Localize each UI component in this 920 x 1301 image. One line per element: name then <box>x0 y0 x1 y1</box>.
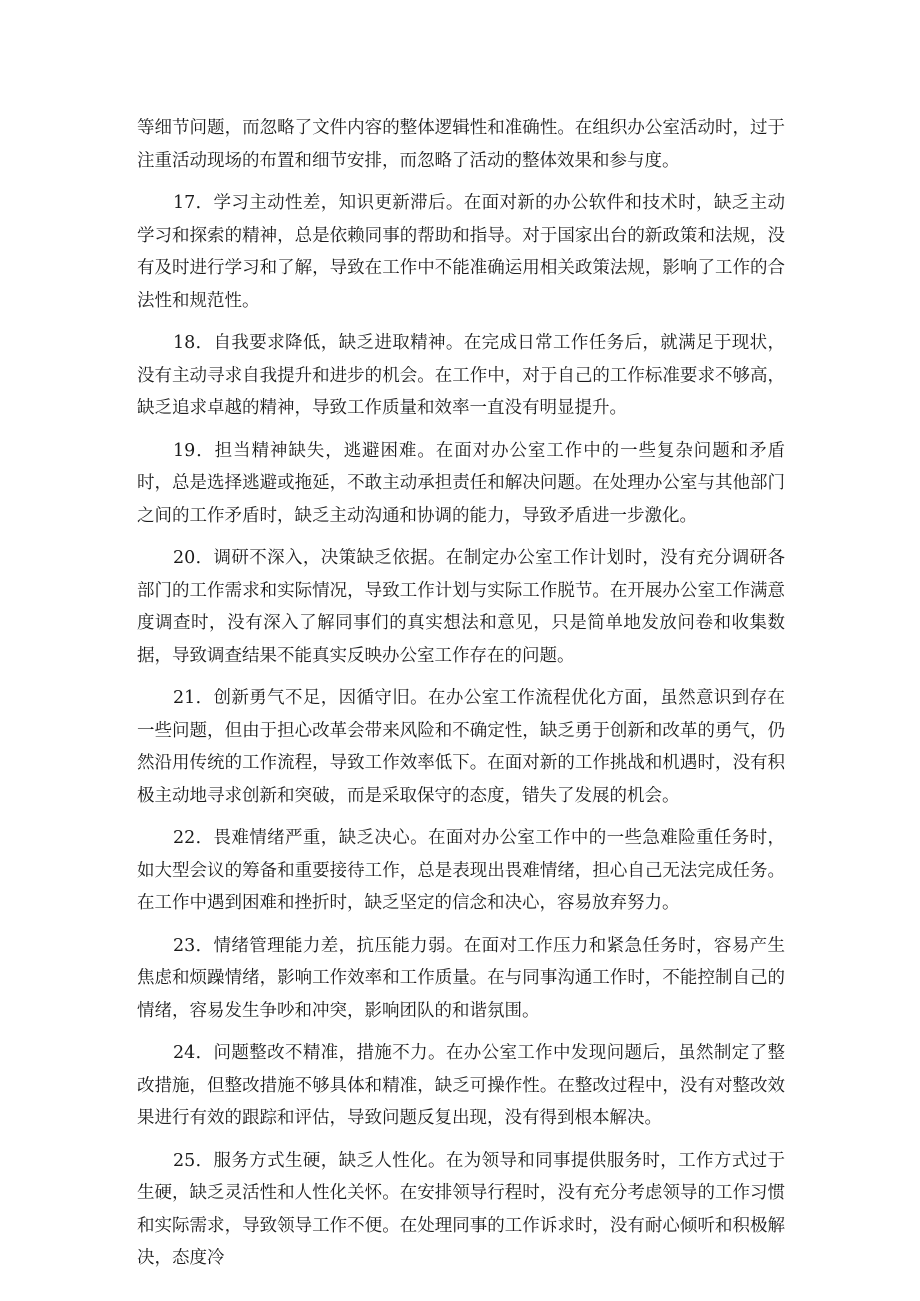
paragraph-item-22: 22．畏难情绪严重，缺乏决心。在面对办公室工作中的一些急难险重任务时，如大型会议的筹备和重要接待工作，总是表现出畏难情绪，担心自己无法完成任务。在工作中遇到困难和挫折时，缺乏坚定的信念和决心，容易放弃努力。 <box>137 828 785 913</box>
paragraph-item-17: 17．学习主动性差，知识更新滞后。在面对新的办公软件和技术时，缺乏主动学习和探索的精神，总是依赖同事的帮助和指导。对于国家出台的新政策和法规，没有及时进行学习和了解，导致在工作中不能准确运用相关政策法规，影响了工作的合法性和规范性。 <box>137 193 785 311</box>
paragraph-item-24: 24．问题整改不精准，措施不力。在办公室工作中发现问题后，虽然制定了整改措施，但整改措施不够具体和精准，缺乏可操作性。在整改过程中，没有对整改效果进行有效的跟踪和评估，导致问题反复出现，没有得到根本解决。 <box>137 1043 785 1128</box>
paragraph-item-18: 18．自我要求降低，缺乏进取精神。在完成日常工作任务后，就满足于现状，没有主动寻求自我提升和进步的机会。在工作中，对于自己的工作标准要求不够高，缺乏追求卓越的精神，导致工作质量和效率一直没有明显提升。 <box>137 333 785 418</box>
paragraph-item-21: 21．创新勇气不足，因循守旧。在办公室工作流程优化方面，虽然意识到存在一些问题，但由于担心改革会带来风险和不确定性，缺乏勇于创新和改革的勇气，仍然沿用传统的工作流程，导致工作效率低下。在面对新的工作挑战和机遇时，没有积极主动地寻求创新和突破，而是采取保守的态度，错失了发展的机会。 <box>137 688 785 806</box>
paragraph-item-20: 20．调研不深入，决策缺乏依据。在制定办公室工作计划时，没有充分调研各部门的工作需求和实际情况，导致工作计划与实际工作脱节。在开展办公室工作满意度调查时，没有深入了解同事们的真实想法和意见，只是简单地发放问卷和收集数据，导致调查结果不能真实反映办公室工作存在的问题。 <box>137 548 785 666</box>
paragraph-item-25: 25．服务方式生硬，缺乏人性化。在为领导和同事提供服务时，工作方式过于生硬，缺乏灵活性和人性化关怀。在安排领导行程时，没有充分考虑领导的工作习惯和实际需求，导致领导工作不便。在处理同事的工作诉求时，没有耐心倾听和积极解决，态度冷 <box>137 1150 785 1268</box>
paragraph-item-23: 23．情绪管理能力差，抗压能力弱。在面对工作压力和紧急任务时，容易产生焦虑和烦躁情绪，影响工作效率和工作质量。在与同事沟通工作时，不能控制自己的情绪，容易发生争吵和冲突，影响团队的和谐氛围。 <box>137 935 785 1021</box>
document-body <box>137 112 785 1285</box>
paragraph-item-19: 19．担当精神缺失，逃避困难。在面对办公室工作中的一些复杂问题和矛盾时，总是选择逃避或拖延，不敢主动承担责任和解决问题。在处理办公室与其他部门之间的工作矛盾时，缺乏主动沟通和协调的能力，导致矛盾进一步激化。 <box>137 440 785 526</box>
paragraph-continuation: 等细节问题，而忽略了文件内容的整体逻辑性和准确性。在组织办公室活动时，过于注重活动现场的布置和细节安排，而忽略了活动的整体效果和参与度。 <box>137 118 785 171</box>
